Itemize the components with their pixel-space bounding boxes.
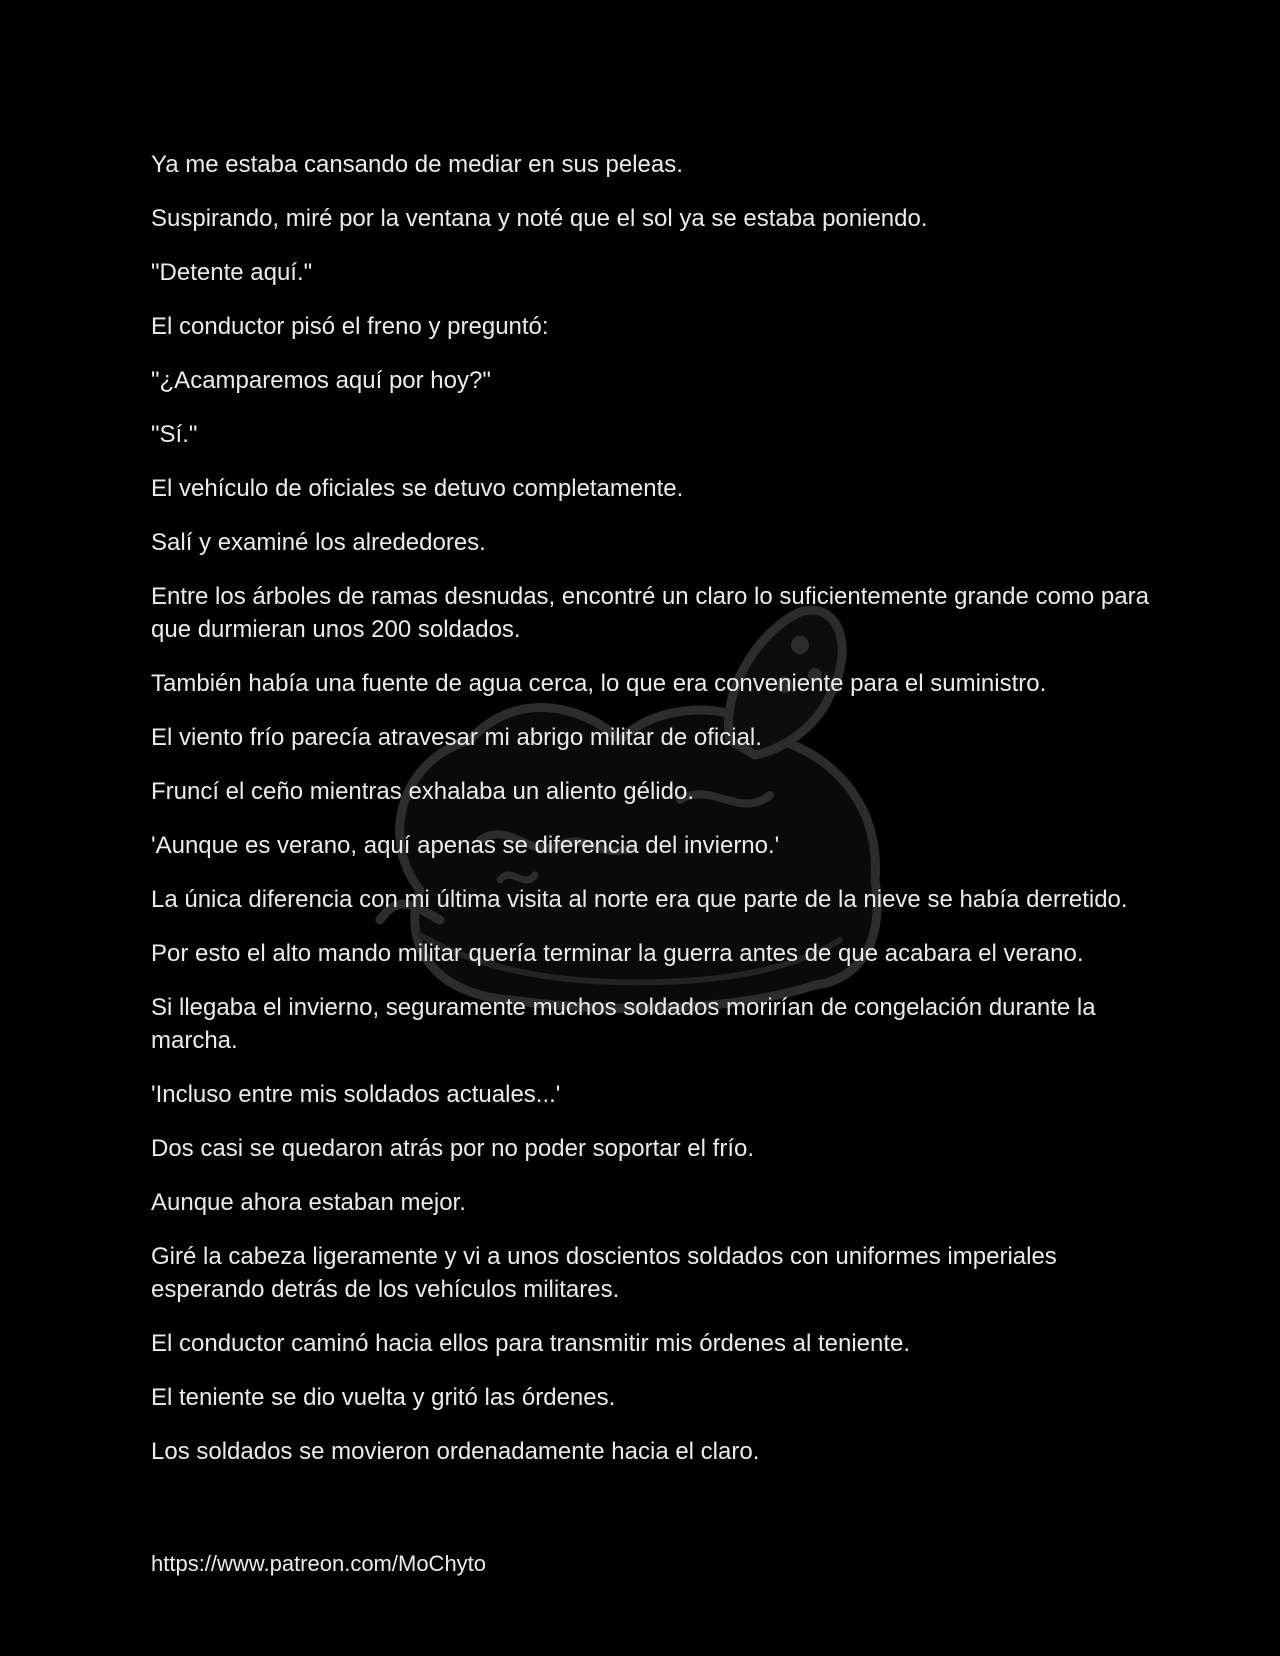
paragraph: Suspirando, miré por la ventana y noté que el sol ya se estaba poniendo. <box>151 205 928 232</box>
paragraph: Fruncí el ceño mientras exhalaba un aliento gélido. <box>151 778 694 805</box>
patreon-link[interactable]: https://www.patreon.com/MoChyto <box>151 1551 487 1576</box>
paragraph: El vehículo de oficiales se detuvo completamente. <box>151 475 684 502</box>
paragraph: "Sí." <box>151 421 198 448</box>
paragraph: Ya me estaba cansando de mediar en sus peleas. <box>151 151 683 178</box>
paragraph: Por esto el alto mando militar quería terminar la guerra antes de que acabara el verano. <box>151 940 1084 967</box>
paragraph: El viento frío parecía atravesar mi abrigo militar de oficial. <box>151 724 762 751</box>
paragraph: La única diferencia con mi última visita al norte era que parte de la nieve se había derretido. <box>151 886 1128 913</box>
story-text <box>151 148 1151 1489</box>
paragraph: Si llegaba el invierno, seguramente muchos soldados morirían de congelación durante la marcha. <box>151 994 1096 1054</box>
paragraph: El conductor caminó hacia ellos para transmitir mis órdenes al teniente. <box>151 1330 911 1357</box>
paragraph: Entre los árboles de ramas desnudas, encontré un claro lo suficientemente grande como para que durmieran unos 200 soldados. <box>151 583 1149 643</box>
paragraph: Giré la cabeza ligeramente y vi a unos doscientos soldados con uniformes imperiales esperando detrás de los vehículos militares. <box>151 1243 1057 1303</box>
paragraph: Aunque ahora estaban mejor. <box>151 1189 466 1216</box>
paragraph: Los soldados se movieron ordenadamente hacia el claro. <box>151 1438 760 1465</box>
paragraph: 'Incluso entre mis soldados actuales...' <box>151 1081 561 1108</box>
paragraph: "¿Acamparemos aquí por hoy?" <box>151 367 491 394</box>
paragraph: El teniente se dio vuelta y gritó las órdenes. <box>151 1384 616 1411</box>
paragraph: Salí y examiné los alrededores. <box>151 529 486 556</box>
paragraph: El conductor pisó el freno y preguntó: <box>151 313 549 340</box>
paragraph: También había una fuente de agua cerca, lo que era conveniente para el suministro. <box>151 670 1047 697</box>
paragraph: Dos casi se quedaron atrás por no poder soportar el frío. <box>151 1135 754 1162</box>
paragraph: 'Aunque es verano, aquí apenas se diferencia del invierno.' <box>151 832 780 859</box>
paragraph: "Detente aquí." <box>151 259 313 286</box>
